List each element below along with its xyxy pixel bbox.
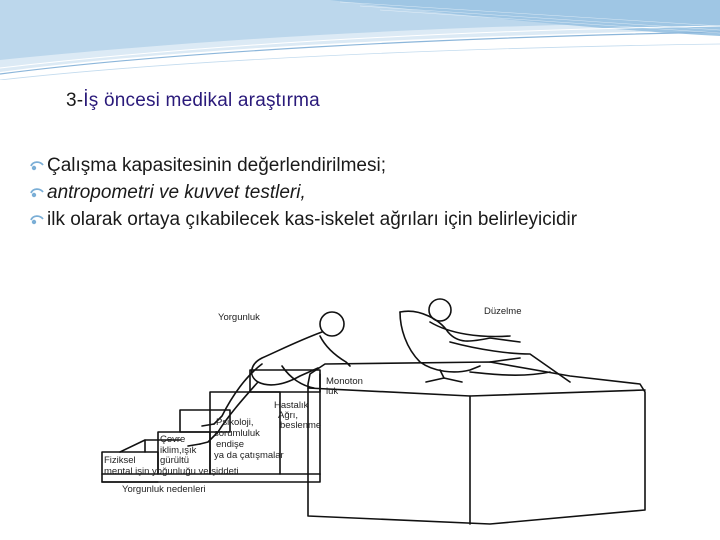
- bullet-item: [30, 179, 690, 206]
- label-yorgunluk: Yorgunluk: [218, 312, 260, 323]
- bullet-marker-icon: [30, 152, 46, 179]
- label-cevre: Çevre: [160, 434, 186, 445]
- header-decoration: [0, 0, 720, 80]
- title-number: 3-: [66, 90, 84, 111]
- svg-text:iklim,ışık: iklim,ışık: [160, 445, 197, 456]
- label-fiziksel: Fiziksel: [104, 455, 136, 466]
- bullet-list: [30, 152, 690, 233]
- bullet-text: ilk olarak ortaya çıkabilecek kas-iskelet ağrıları için belirleyicidir: [47, 209, 578, 230]
- svg-text:endişe: endişe: [216, 439, 244, 450]
- title-text: İş öncesi medikal araştırma: [83, 90, 320, 111]
- fatigue-illustration: [50, 292, 662, 532]
- svg-text:ya da çatışmalar: ya da çatışmalar: [214, 450, 284, 461]
- svg-text:beslenme: beslenme: [280, 420, 322, 431]
- slide-title: [66, 90, 320, 112]
- label-mental: mental işin yoğunluğu ve şiddeti: [104, 466, 239, 477]
- bullet-item: [30, 206, 690, 233]
- label-duzelme: Düzelme: [484, 306, 522, 317]
- bullet-marker-icon: [30, 179, 46, 206]
- svg-text:sorumluluk: sorumluluk: [214, 428, 260, 439]
- svg-text:Ağrı,: Ağrı,: [278, 410, 299, 421]
- svg-text:luk: luk: [326, 386, 339, 397]
- bullet-text: antropometri ve kuvvet testleri,: [47, 182, 306, 203]
- label-monotonluk: Monoton: [326, 376, 363, 387]
- bullet-item: [30, 152, 690, 179]
- label-psikoloji: Psikoloji,: [216, 417, 254, 428]
- label-hastalik: Hastalık: [274, 400, 309, 411]
- bullet-marker-icon: [30, 206, 46, 233]
- label-yorgunluk-nedenleri: Yorgunluk nedenleri: [122, 484, 206, 495]
- bullet-text: Çalışma kapasitesinin değerlendirilmesi;: [47, 155, 386, 176]
- climbing-figure-head: [320, 312, 344, 336]
- svg-text:gürültü: gürültü: [160, 455, 190, 466]
